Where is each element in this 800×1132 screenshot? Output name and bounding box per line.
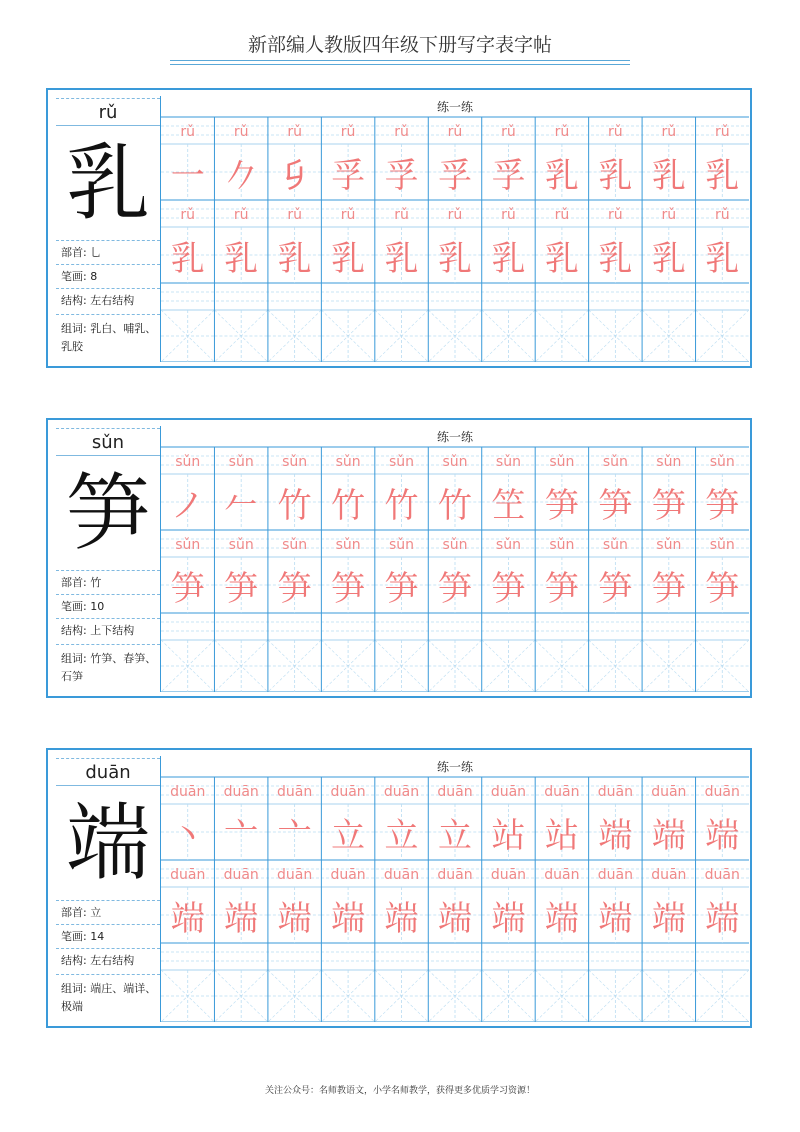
stroke-order-char: 亠 (224, 816, 259, 856)
practice-pinyin: rǔ (394, 124, 409, 140)
trace-char: 端 (705, 899, 740, 939)
practice-pinyin: sǔn (602, 537, 628, 553)
stroke-order-char: 竹 (438, 486, 472, 526)
stroke-order-char: 立 (438, 816, 472, 856)
practice-pinyin: sǔn (228, 454, 254, 470)
word-examples: 组词: 竹笋、春笋、石笋 (56, 644, 160, 692)
structure-info: 结构: 上下结构 (56, 618, 160, 644)
stroke-order-char: 𠂊 (224, 156, 259, 196)
practice-pinyin: rǔ (287, 124, 302, 140)
practice-pinyin: rǔ (180, 207, 196, 223)
trace-char: 乳 (331, 239, 366, 279)
practice-header: 练一练 (436, 430, 474, 444)
structure-info: 结构: 左右结构 (56, 948, 160, 974)
stroke-order-char: 一 (170, 156, 205, 196)
practice-pinyin: rǔ (714, 207, 730, 223)
character-pinyin: sǔn (56, 428, 160, 456)
trace-char: 笋 (224, 569, 259, 609)
stroke-order-char: 乳 (705, 156, 740, 196)
practice-pinyin: sǔn (335, 537, 361, 553)
practice-pinyin: duān (383, 867, 420, 883)
stroke-order-char: 笋 (705, 486, 740, 526)
trace-char: 笋 (544, 569, 579, 609)
practice-pinyin: rǔ (233, 124, 249, 140)
stroke-order-char: 端 (651, 816, 686, 856)
trace-char: 笋 (170, 569, 205, 609)
trace-char: 乳 (384, 239, 419, 279)
trace-char: 端 (170, 899, 205, 939)
practice-pinyin: sǔn (389, 454, 415, 470)
practice-pinyin: duān (490, 784, 527, 800)
stroke-order-char: 乳 (651, 156, 686, 196)
practice-pinyin: rǔ (447, 207, 463, 223)
practice-pinyin: sǔn (495, 537, 521, 553)
stroke-order-char: 乳 (544, 156, 579, 196)
practice-pinyin: rǔ (501, 124, 516, 140)
practice-pinyin: rǔ (287, 207, 302, 223)
trace-char: 端 (331, 899, 366, 939)
stroke-order-char: ノ (170, 486, 205, 526)
practice-pinyin: duān (544, 784, 580, 800)
practice-pinyin: duān (651, 867, 687, 883)
practice-pinyin: duān (437, 867, 473, 883)
practice-pinyin: rǔ (501, 207, 516, 223)
trace-char: 笋 (705, 569, 740, 609)
stroke-order-char: 竹 (277, 486, 312, 526)
stroke-order-char: 笋 (651, 486, 686, 526)
stroke-order-char: 笋 (544, 486, 579, 526)
word-examples: 组词: 乳白、哺乳、乳胶 (56, 314, 160, 362)
stroke-order-char: 孚 (438, 156, 472, 196)
stroke-count-info: 笔画: 8 (56, 264, 160, 288)
character-card-3 (46, 748, 752, 1028)
stroke-order-char: 亠 (277, 816, 312, 856)
stroke-order-char: 笁 (491, 486, 526, 526)
trace-char: 乳 (598, 239, 633, 279)
practice-pinyin: duān (223, 867, 259, 883)
character-pinyin: duān (56, 758, 160, 786)
stroke-count-info: 笔画: 14 (56, 924, 160, 948)
stroke-order-char: 端 (705, 816, 740, 856)
stroke-order-char: 竹 (331, 486, 366, 526)
character-glyph: 笋 (65, 464, 150, 562)
radical-info: 部首: 立 (56, 900, 160, 924)
stroke-order-char: 孚 (384, 156, 419, 196)
practice-header: 练一练 (436, 100, 474, 114)
radical-info: 部首: 乚 (56, 240, 160, 264)
trace-char: 笋 (384, 569, 419, 609)
practice-pinyin: duān (651, 784, 687, 800)
practice-pinyin: sǔn (282, 537, 308, 553)
trace-char: 乳 (277, 239, 312, 279)
practice-pinyin: sǔn (175, 454, 201, 470)
practice-pinyin: duān (544, 867, 580, 883)
practice-pinyin: duān (277, 784, 313, 800)
practice-pinyin: duān (170, 867, 206, 883)
character-glyph: 乳 (65, 134, 150, 232)
character-card-1 (46, 88, 752, 368)
trace-char: 端 (224, 899, 259, 939)
radical-info: 部首: 竹 (56, 570, 160, 594)
trace-char: 乳 (651, 239, 686, 279)
practice-pinyin: rǔ (554, 124, 570, 140)
stroke-order-char: 笋 (598, 486, 633, 526)
practice-pinyin: rǔ (394, 207, 409, 223)
practice-grid (160, 756, 749, 1022)
stroke-order-char: 孚 (331, 156, 366, 196)
trace-char: 端 (544, 899, 579, 939)
practice-pinyin: sǔn (709, 537, 735, 553)
stroke-order-char: 站 (491, 816, 526, 856)
practice-pinyin: sǔn (602, 454, 628, 470)
trace-char: 笋 (438, 569, 472, 609)
trace-char: 端 (438, 899, 472, 939)
trace-char: 笋 (277, 569, 312, 609)
practice-pinyin: rǔ (340, 124, 356, 140)
practice-pinyin: rǔ (447, 124, 463, 140)
structure-info: 结构: 左右结构 (56, 288, 160, 314)
stroke-order-char: 𠂉 (224, 486, 259, 526)
practice-pinyin: sǔn (549, 454, 575, 470)
stroke-order-char: 𠂎 (277, 156, 312, 196)
title-rule-top (170, 60, 630, 61)
character-info-panel (56, 428, 160, 692)
title-rule-bottom (170, 64, 630, 65)
practice-pinyin: duān (383, 784, 420, 800)
trace-char: 笋 (331, 569, 366, 609)
trace-char: 端 (598, 899, 633, 939)
practice-pinyin: sǔn (709, 454, 735, 470)
practice-pinyin: rǔ (340, 207, 356, 223)
practice-pinyin: duān (704, 784, 740, 800)
practice-pinyin: sǔn (175, 537, 201, 553)
trace-char: 端 (277, 899, 312, 939)
practice-pinyin: sǔn (442, 454, 468, 470)
practice-pinyin: duān (597, 867, 633, 883)
stroke-order-char: 站 (544, 816, 579, 856)
practice-pinyin: sǔn (442, 537, 468, 553)
stroke-order-char: 立 (331, 816, 366, 856)
practice-pinyin: duān (223, 784, 259, 800)
trace-char: 端 (491, 899, 526, 939)
trace-char: 乳 (544, 239, 579, 279)
practice-pinyin: rǔ (554, 207, 570, 223)
page-title: 新部编人教版四年级下册写字表字帖 (247, 34, 552, 56)
character-pinyin: rǔ (56, 98, 160, 126)
character-glyph: 端 (65, 794, 150, 892)
practice-pinyin: duān (330, 867, 366, 883)
practice-grid (160, 426, 749, 692)
practice-pinyin: sǔn (282, 454, 308, 470)
practice-pinyin: duān (170, 784, 206, 800)
practice-pinyin: rǔ (608, 124, 623, 140)
practice-header: 练一练 (436, 760, 474, 774)
practice-pinyin: sǔn (495, 454, 521, 470)
stroke-count-info: 笔画: 10 (56, 594, 160, 618)
practice-pinyin: sǔn (389, 537, 415, 553)
trace-char: 端 (651, 899, 686, 939)
practice-pinyin: rǔ (661, 207, 677, 223)
stroke-order-char: 乳 (598, 156, 633, 196)
practice-pinyin: duān (490, 867, 527, 883)
practice-grid (160, 96, 749, 362)
practice-pinyin: rǔ (661, 124, 677, 140)
character-info-panel (56, 758, 160, 1022)
trace-char: 乳 (224, 239, 259, 279)
character-info-panel (56, 98, 160, 362)
practice-pinyin: duān (277, 867, 313, 883)
stroke-order-char: 孚 (491, 156, 526, 196)
practice-pinyin: sǔn (656, 537, 682, 553)
practice-pinyin: rǔ (180, 124, 196, 140)
practice-pinyin: rǔ (233, 207, 249, 223)
page-footer: 关注公众号：名师教语文，小学名师教学，获得更多优质学习资源！ (264, 1086, 535, 1096)
trace-char: 笋 (651, 569, 686, 609)
stroke-order-char: 竹 (384, 486, 419, 526)
practice-pinyin: duān (704, 867, 740, 883)
practice-pinyin: duān (330, 784, 366, 800)
stroke-order-char: 端 (598, 816, 633, 856)
trace-char: 乳 (491, 239, 526, 279)
trace-char: 笋 (491, 569, 526, 609)
character-card-2 (46, 418, 752, 698)
trace-char: 乳 (438, 239, 472, 279)
trace-char: 乳 (705, 239, 740, 279)
practice-pinyin: sǔn (228, 537, 254, 553)
trace-char: 端 (384, 899, 419, 939)
practice-pinyin: rǔ (714, 124, 730, 140)
practice-pinyin: rǔ (608, 207, 623, 223)
practice-pinyin: sǔn (335, 454, 361, 470)
word-examples: 组词: 端庄、端详、极端 (56, 974, 160, 1022)
stroke-order-char: 丶 (170, 816, 205, 856)
trace-char: 乳 (170, 239, 205, 279)
practice-pinyin: duān (437, 784, 473, 800)
practice-pinyin: sǔn (656, 454, 682, 470)
practice-pinyin: sǔn (549, 537, 575, 553)
trace-char: 笋 (598, 569, 633, 609)
stroke-order-char: 立 (384, 816, 419, 856)
practice-pinyin: duān (597, 784, 633, 800)
